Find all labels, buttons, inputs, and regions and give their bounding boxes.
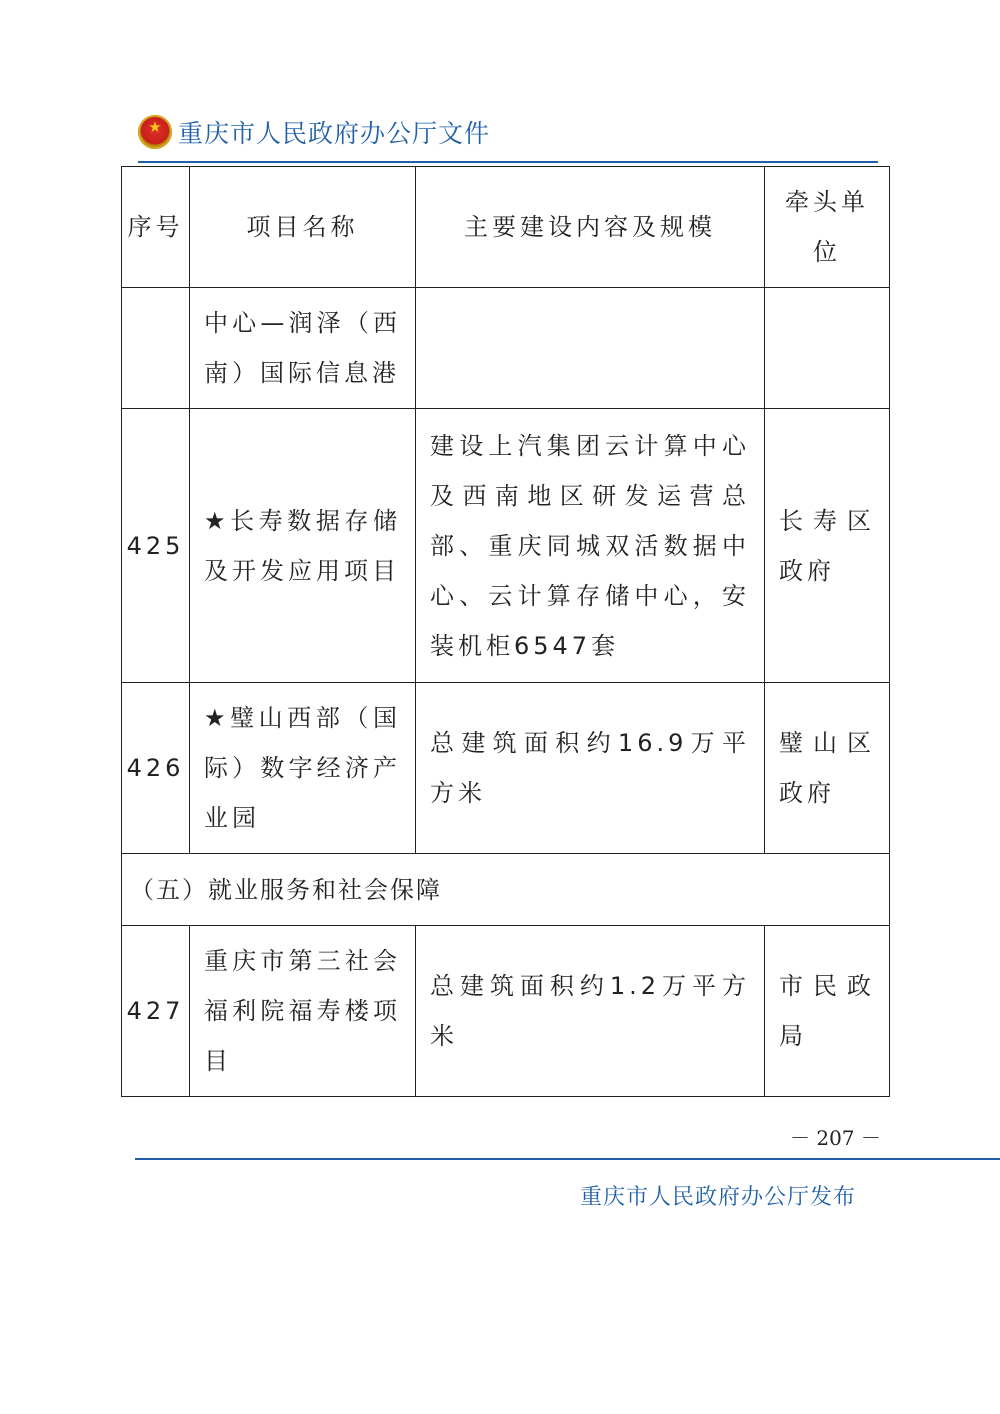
table-row (122, 288, 890, 409)
row-lead: 长寿区政府 (765, 409, 890, 683)
document-header (138, 112, 490, 152)
header-title: 重庆市人民政府办公厅文件 (178, 119, 491, 148)
column-header-lead: 牵头单位 (765, 167, 890, 288)
section-title: （五）就业服务和社会保障 (122, 854, 890, 926)
row-lead: 市民政局 (765, 926, 890, 1097)
page-number: － 207 － (790, 1126, 881, 1150)
national-emblem-icon (138, 115, 172, 149)
row-no: 425 (122, 409, 190, 683)
row-no (122, 288, 190, 409)
row-name: 重庆市第三社会福利院福寿楼项目 (190, 926, 416, 1097)
header-divider (138, 161, 878, 163)
table-row (122, 926, 890, 1097)
footer-publisher: 重庆市人民政府办公厅发布 (580, 1185, 857, 1210)
row-name: ★长寿数据存储及开发应用项目 (190, 409, 416, 683)
footer-divider (135, 1158, 1000, 1160)
row-content: 建设上汽集团云计算中心及西南地区研发运营总部、重庆同城双活数据中心、云计算存储中心，安装机柜6547套 (416, 409, 765, 683)
table-row (122, 683, 890, 854)
row-no: 427 (122, 926, 190, 1097)
row-lead (765, 288, 890, 409)
column-header-name: 项目名称 (190, 167, 416, 288)
table-header-row (122, 167, 890, 288)
row-no: 426 (122, 683, 190, 854)
column-header-content: 主要建设内容及规模 (416, 167, 765, 288)
row-lead: 璧山区政府 (765, 683, 890, 854)
row-content: 总建筑面积约1.2万平方米 (416, 926, 765, 1097)
table-row (122, 409, 890, 683)
row-content: 总建筑面积约16.9万平方米 (416, 683, 765, 854)
column-header-no: 序号 (122, 167, 190, 288)
section-row (122, 854, 890, 926)
project-table (121, 166, 890, 1097)
row-name: 中心—润泽（西南）国际信息港 (190, 288, 416, 409)
row-name: ★璧山西部（国际）数字经济产业园 (190, 683, 416, 854)
row-content (416, 288, 765, 409)
